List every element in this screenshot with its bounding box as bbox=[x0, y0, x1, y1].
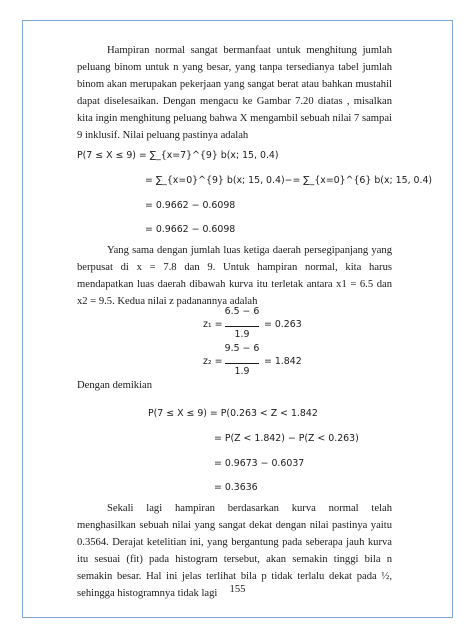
z2-denominator: 1.9 bbox=[234, 366, 250, 377]
probability-line-3: = 0.9673 − 0.6037 bbox=[214, 458, 305, 469]
equation-line-2: = ∑_{x=0}^{9} b(x; 15, 0.4)−= ∑_{x=0}^{6} b(x; 15, 0.4) bbox=[145, 175, 433, 186]
z1-result: = 0.263 bbox=[264, 319, 302, 330]
z1-denominator: 1.9 bbox=[234, 329, 250, 340]
dengan-demikian-label: Dengan demikian bbox=[77, 380, 153, 391]
z1-lhs: z₁ = bbox=[203, 319, 223, 330]
probability-line-4: = 0.3636 bbox=[214, 482, 258, 493]
z1-numerator: 6.5 − 6 bbox=[224, 306, 260, 317]
probability-line-1: P(7 ≤ X ≤ 9) = P(0.263 < Z < 1.842 bbox=[148, 408, 318, 419]
paragraph-approximation: Yang sama dengan jumlah luas ketiga daerah persegipanjang yang berpusat di x = 7.8 dan 9. Untuk hampiran normal, kita harus mendapatkan luas daerah dibawah kurva itu terletak antara x1 = 6.5 dan x2 = 9.5. Kedua nilai z padanannya adalah bbox=[77, 245, 392, 307]
z1-fraction-bar bbox=[225, 326, 259, 327]
equation-line-3: = 0.9662 − 0.6098 bbox=[145, 200, 236, 211]
probability-line-2: = P(Z < 1.842) − P(Z < 0.263) bbox=[214, 433, 359, 444]
z2-lhs: z₂ = bbox=[203, 356, 223, 367]
paragraph-intro: Hampiran normal sangat bermanfaat untuk menghitung jumlah peluang binom untuk n yang besar, yang tanpa tersedianya tabel jumlah binom akan merupakan pekerjaan yang sangat berat atau bahkan mustahil dapat diselesaikan. Dengan mengacu ke Gambar 7.20 diatas , misalkan kita ingin menghitung peluang bahwa X mengambil sebuah nilai 7 sampai 9 inklusif. Nilai peluang pastinya adalah bbox=[77, 45, 392, 141]
z2-fraction-bar bbox=[225, 363, 259, 364]
page-number: 155 bbox=[229, 584, 246, 595]
paragraph-conclusion: Sekali lagi hampiran berdasarkan kurva normal telah menghasilkan sebuah nilai yang sangat dekat dengan nilai pastinya yaitu 0.3564. Derajat ketelitian ini, yang bergantung pada seberapa jauh kurva itu sesuai (fit) pada histogram tersebut, akan semakin tinggi bila n semakin besar. Hal ini jelas terlihat bila p tidak terlalu dekat pada ½, sehingga histogramnya tidak lagi bbox=[77, 503, 392, 599]
equation-line-1: P(7 ≤ X ≤ 9) = ∑_{x=7}^{9} b(x; 15, 0.4) bbox=[77, 150, 279, 161]
z2-numerator: 9.5 − 6 bbox=[224, 343, 260, 354]
equation-line-4: = 0.9662 − 0.6098 bbox=[145, 224, 236, 235]
z2-result: = 1.842 bbox=[264, 356, 302, 367]
